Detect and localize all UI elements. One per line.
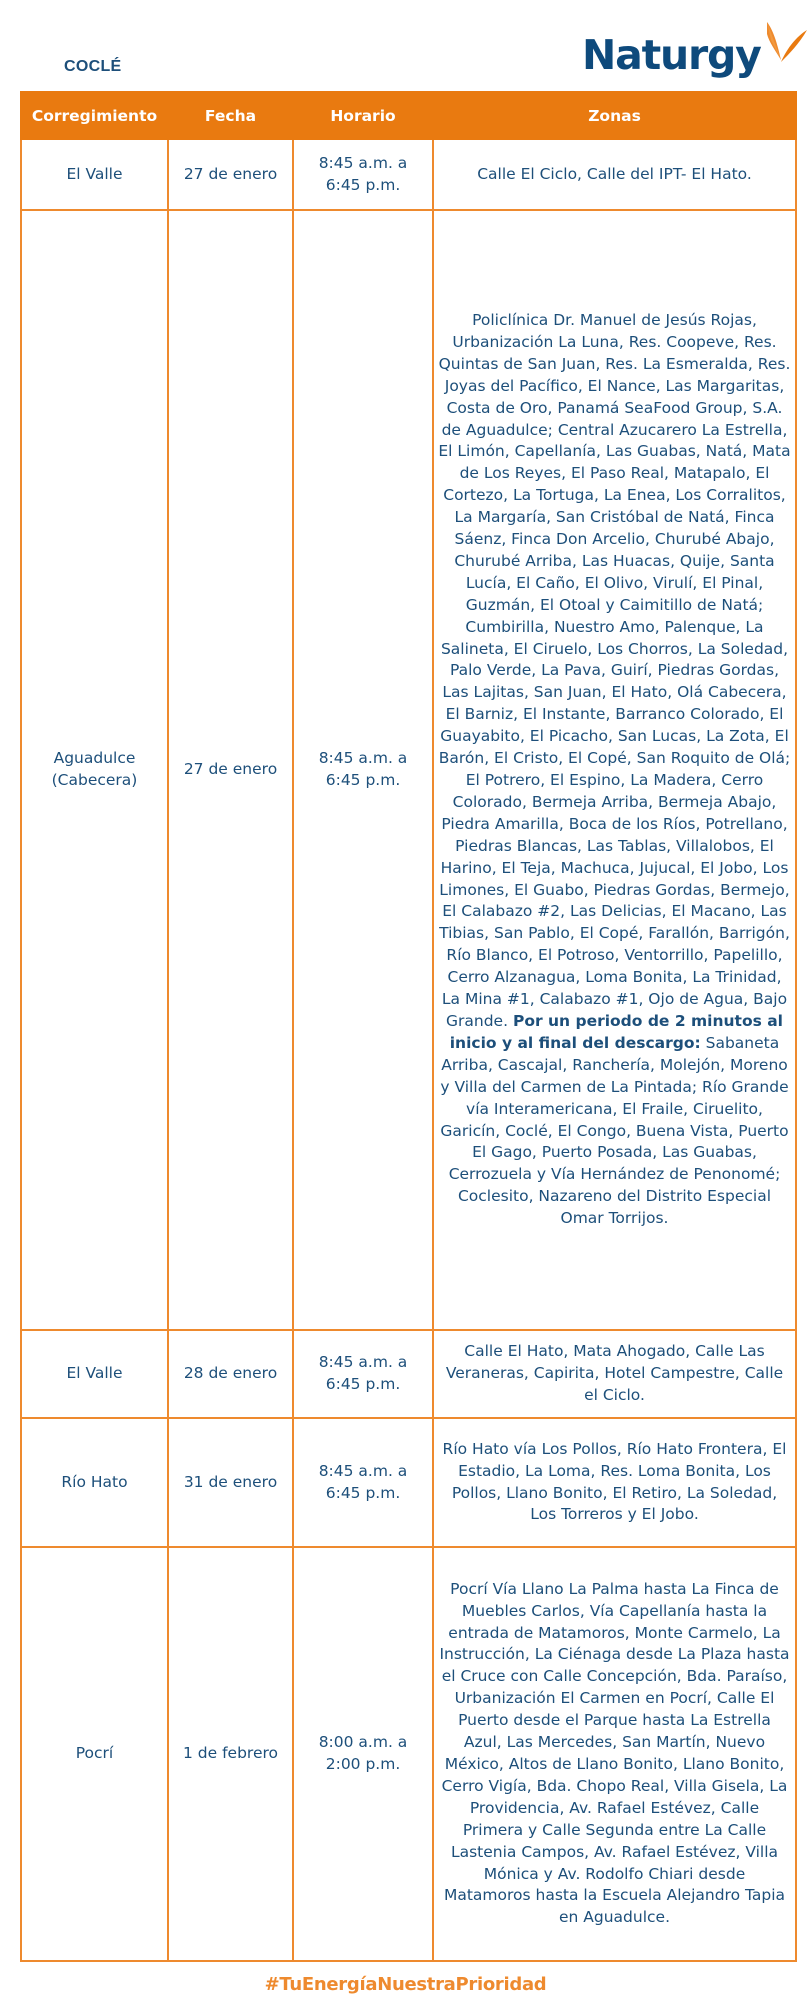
corregimiento-sub: (Cabecera) (51, 771, 138, 789)
table-row (21, 1547, 796, 1961)
table-row (21, 139, 796, 210)
cell-horario (293, 1547, 433, 1961)
cell-corregimiento: Río Hato (21, 1418, 168, 1547)
cell-fecha: 31 de enero (168, 1418, 293, 1547)
cell-fecha: 27 de enero (168, 210, 293, 1330)
table-row (21, 1418, 796, 1547)
cell-horario (293, 210, 433, 1330)
cell-fecha: 27 de enero (168, 139, 293, 210)
horario-start: 8:00 a.m. a (318, 1733, 408, 1752)
table-header-row (21, 92, 796, 139)
cell-horario (293, 1330, 433, 1418)
cell-corregimiento: Pocrí (21, 1547, 168, 1961)
horario-end: 6:45 p.m. (325, 1375, 401, 1393)
cell-zonas: Calle El Hato, Mata Ahogado, Calle Las Veraneras, Capirita, Hotel Campestre, Calle el Ciclo. (433, 1330, 796, 1418)
cell-corregimiento: El Valle (21, 1330, 168, 1418)
horario-start: 8:45 a.m. a (318, 1353, 408, 1372)
cell-zonas: Río Hato vía Los Pollos, Río Hato Frontera, El Estadio, La Loma, Res. Loma Bonita, Los Pollos, Llano Bonito, El Retiro, La Soledad, Los Torreros y El Jobo. (433, 1418, 796, 1547)
cell-fecha: 28 de enero (168, 1330, 293, 1418)
cell-fecha: 1 de febrero (168, 1547, 293, 1961)
cell-horario (293, 139, 433, 210)
cell-zonas: Calle El Ciclo, Calle del IPT- El Hato. (433, 139, 796, 210)
horario-end: 6:45 p.m. (325, 175, 401, 194)
horario-start: 8:45 a.m. a (318, 749, 408, 768)
column-header-zonas: Zonas (433, 92, 796, 139)
zonas-note-bold: Por un periodo de 2 minutos al inicio y al final del descargo: (449, 1011, 783, 1052)
zonas-text: Policlínica Dr. Manuel de Jesús Rojas, Urbanización La Luna, Res. Coopeve, Res. Quintas de San Juan, Res. La Esmeralda, Res. Joyas del Pacífico, El Nance, Las Margaritas, Costa de Oro, Panamá SeaFood Group, S.A. de Aguadulce; Central Azucarero La Estrella, El Limón, Capellanía, Las Guabas, Natá, Mata de Los Reyes, El Paso Real, Matapalo, El Cortezo, La Tortuga, La Enea, Los Corralitos, La Margaría, San Cristóbal de Natá, Finca Sáenz, Finca Don Arcelio, Churubé Abajo, Churubé Arriba, Las Huacas, Quije, Santa Lucía, El Caño, El Olivo, Virulí, El Pinal, Guzmán, El Otoal y Caimitillo de Natá; Cumbirilla, Nuestro Amo, Palenque, La Salineta, El Ciruelo, Los Chorros, La Soledad, Palo Verde, La Pava, Guirí, Piedras Gordas, Las Lajitas, San Juan, El Hato, Olá Cabecera, El Barniz, El Instante, Barranco Colorado, El Guayabito, El Picacho, San Lucas, La Zota, El Barón, El Cristo, El Copé, San Roquito de Olá; El Potrero, El Espino, La Madera, Cerro Colorado, Bermeja Arriba, Bermeja Abajo, Piedra Amarilla, Boca de los Ríos, Potrellano, Piedras Blancas, Las Tablas, Villalobos, El Harino, El Teja, Machuca, Jujucal, El Jobo, Los Limones, El Guabo, Piedras Gordas, Bermejo, El Calabazo #2, Las Delicias, El Macano, Las Tibias, San Pablo, El Copé, Farallón, Barrigón, Río Blanco, El Potroso, Ventorrillo, Papelillo, Cerro Alzanagua, Loma Bonita, La Trinidad, La Mina #1, Calabazo #1, Ojo de Agua, Bajo Grande. (438, 310, 791, 1030)
butterfly-icon (763, 20, 809, 68)
table-row (21, 1330, 796, 1418)
table-row (21, 210, 796, 1330)
region-title: COCLÉ (64, 58, 122, 75)
column-header-corregimiento: Corregimiento (21, 92, 168, 139)
horario-start: 8:45 a.m. a (318, 1461, 408, 1480)
corregimiento-name: Aguadulce (53, 749, 136, 768)
footer-hashtag: #TuEnergíaNuestraPrioridad (264, 1974, 547, 1995)
column-header-horario: Horario (293, 92, 433, 139)
cell-horario (293, 1418, 433, 1547)
cell-corregimiento: El Valle (21, 139, 168, 210)
outage-schedule-table (20, 91, 797, 1962)
horario-end: 6:45 p.m. (325, 771, 401, 789)
horario-end: 2:00 p.m. (325, 1755, 401, 1773)
zonas-text-after: Sabaneta Arriba, Cascajal, Ranchería, Molejón, Moreno y Villa del Carmen de La Pintada; Río Grande vía Interamericana, El Fraile, Ciruelito, Garicín, Coclé, El Congo, Buena Vista, Puerto El Gago, Puerto Posada, Las Guabas, Cerrozuela y Vía Hernández de Penonomé; Coclesito, Nazareno del Distrito Especial Omar Torrijos. (440, 1033, 789, 1228)
horario-start: 8:45 a.m. a (318, 153, 408, 172)
logo-wordmark: Naturgy (582, 31, 761, 79)
cell-corregimiento (21, 210, 168, 1330)
column-header-fecha: Fecha (168, 92, 293, 139)
horario-end: 6:45 p.m. (325, 1483, 401, 1502)
cell-zonas: Pocrí Vía Llano La Palma hasta La Finca de Muebles Carlos, Vía Capellanía hasta la entrada de Matamoros, Monte Carmelo, La Instrucción, La Ciénaga desde La Plaza hasta el Cruce con Calle Concepción, Bda. Paraíso, Urbanización El Carmen en Pocrí, Calle El Puerto desde el Parque hasta La Estrella Azul, Las Mercedes, San Martín, Nuevo México, Altos de Llano Bonito, Llano Bonito, Cerro Vigía, Bda. Chopo Real, Villa Gisela, La Providencia, Av. Rafael Estévez, Calle Primera y Calle Segunda entre La Calle Lastenia Campos, Av. Rafael Estévez, Villa Mónica y Av. Rodolfo Chiari desde Matamoros hasta la Escuela Alejandro Tapia en Aguadulce. (433, 1547, 796, 1961)
cell-zonas (433, 210, 796, 1330)
naturgy-logo (582, 16, 809, 79)
